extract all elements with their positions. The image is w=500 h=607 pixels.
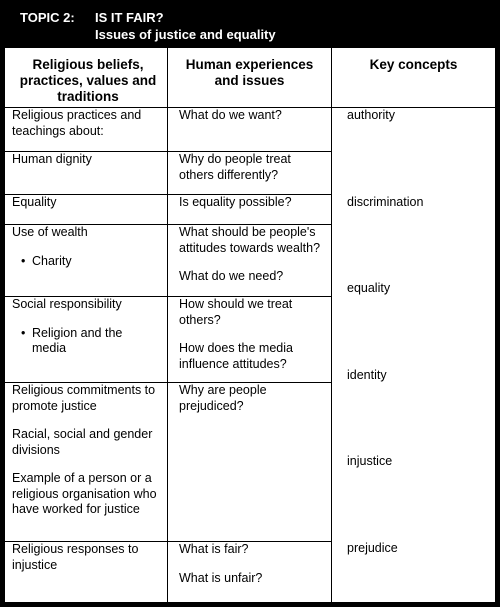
cell-text: How should we treat others? — [179, 297, 293, 327]
cell-text: Religious practices and teachings about: — [12, 108, 142, 138]
table-cell — [12, 297, 162, 357]
column-divider — [331, 48, 332, 602]
column-header-concepts: Key concepts — [369, 57, 458, 72]
table-cell — [179, 542, 327, 586]
table-cell — [179, 225, 329, 285]
table-cell — [179, 152, 319, 183]
column-divider — [167, 48, 168, 602]
topic-subtitle: Issues of justice and equality — [95, 27, 276, 42]
table-cell — [12, 195, 162, 211]
key-concept: equality — [347, 281, 391, 295]
table-cell — [179, 383, 309, 414]
cell-text: Use of wealth — [12, 225, 88, 239]
cell-text: Religious commitments to promote justice — [12, 383, 156, 413]
column-header-beliefs: Religious beliefs, practices, values and traditions — [19, 57, 157, 104]
table-cell — [12, 108, 162, 139]
cell-text: Why are people prejudiced? — [179, 383, 267, 413]
cell-text: What should be people's attitudes towards wealth? — [179, 225, 321, 255]
cell-text: What is fair? — [179, 542, 249, 556]
cell-text: Equality — [12, 195, 57, 209]
key-concept: injustice — [347, 454, 393, 468]
cell-text: What is unfair? — [179, 570, 263, 585]
cell-text: Example of a person or a religious organisation who have worked for justice — [12, 471, 157, 516]
topic-header — [0, 0, 500, 48]
cell-text: Why do people treat others differently? — [179, 152, 291, 182]
column-header-experiences: Human experiences and issues — [185, 57, 314, 88]
cell-text: Racial, social and gender divisions — [12, 427, 153, 457]
topic-table — [5, 48, 495, 602]
table-cell — [12, 383, 162, 518]
key-concept: discrimination — [347, 195, 424, 209]
cell-text: What do we want? — [179, 108, 282, 122]
table-cell — [12, 542, 162, 573]
cell-text: Human dignity — [12, 152, 92, 166]
cell-text: Religious responses to injustice — [12, 542, 139, 572]
bullet-item — [12, 254, 162, 270]
bullet-icon: • — [21, 325, 26, 340]
cell-text: How does the media influence attitudes? — [179, 341, 293, 371]
key-concept: prejudice — [347, 541, 398, 555]
topic-number: TOPIC 2: — [20, 10, 75, 25]
cell-text: Religion and the media — [32, 325, 123, 355]
bullet-icon: • — [21, 253, 26, 268]
cell-text: Is equality possible? — [179, 195, 292, 209]
cell-text: Social responsibility — [12, 297, 122, 311]
table-cell — [12, 225, 162, 269]
table-cell — [179, 108, 327, 124]
bullet-item — [12, 326, 162, 357]
topic-title: IS IT FAIR? — [95, 10, 164, 25]
cell-text: Charity — [32, 253, 72, 268]
key-concept: identity — [347, 368, 387, 382]
table-cell — [179, 297, 319, 372]
table-cell — [12, 152, 162, 168]
key-concept: authority — [347, 108, 395, 122]
cell-text: What do we need? — [179, 269, 284, 283]
table-cell — [179, 195, 327, 211]
